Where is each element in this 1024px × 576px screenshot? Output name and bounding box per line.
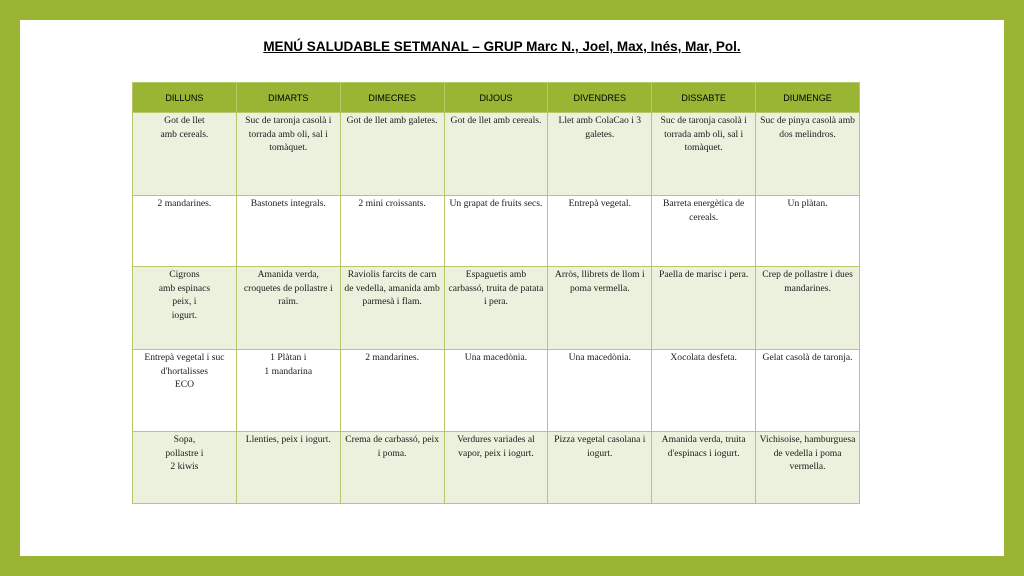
menu-cell: 1 Plàtan i 1 mandarina (236, 350, 340, 432)
menu-cell: Crema de carbassó, peix i poma. (340, 432, 444, 504)
menu-cell: Got de llet amb galetes. (340, 113, 444, 196)
menu-cell: Suc de pinya casolà amb dos melindros. (756, 113, 860, 196)
menu-cell: Got de llet amb cereals. (133, 113, 237, 196)
menu-cell: Llet amb ColaCao i 3 galetes. (548, 113, 652, 196)
day-header-thursday: DIJOUS (444, 83, 548, 113)
menu-cell: Una macedònia. (444, 350, 548, 432)
day-header-monday: DILLUNS (133, 83, 237, 113)
menu-cell: Una macedònia. (548, 350, 652, 432)
menu-cell: Cigrons amb espinacs peix, i iogurt. (133, 267, 237, 350)
menu-cell: Got de llet amb cereals. (444, 113, 548, 196)
day-header-saturday: DISSABTE (652, 83, 756, 113)
menu-cell: Llenties, peix i iogurt. (236, 432, 340, 504)
menu-cell: Verdures variades al vapor, peix i iogurt. (444, 432, 548, 504)
menu-cell: Vichisoise, hamburguesa de vedella i poma vermella. (756, 432, 860, 504)
menu-cell: Suc de taronja casolà i torrada amb oli, sal i tomàquet. (652, 113, 756, 196)
menu-cell: Un grapat de fruits secs. (444, 196, 548, 267)
menu-cell: 2 mandarines. (340, 350, 444, 432)
menu-cell: Crep de pollastre i dues mandarines. (756, 267, 860, 350)
day-header-sunday: DIUMENGE (756, 83, 860, 113)
menu-cell: Arròs, llibrets de llom i poma vermella. (548, 267, 652, 350)
menu-cell: Entrepà vegetal. (548, 196, 652, 267)
table-row (133, 267, 860, 350)
menu-cell: Amanida verda, croquetes de pollastre i raïm. (236, 267, 340, 350)
menu-cell: Espaguetis amb carbassó, truita de patata i pera. (444, 267, 548, 350)
menu-cell: Un plàtan. (756, 196, 860, 267)
day-header-tuesday: DIMARTS (236, 83, 340, 113)
menu-cell: Amanida verda, truita d'espinacs i iogurt. (652, 432, 756, 504)
menu-cell: Sopa, pollastre i 2 kiwis (133, 432, 237, 504)
weekly-menu-table (132, 82, 860, 504)
menu-cell: Paella de marisc i pera. (652, 267, 756, 350)
table-row (133, 196, 860, 267)
table-row (133, 113, 860, 196)
menu-cell: 2 mini croissants. (340, 196, 444, 267)
menu-cell: Suc de taronja casolà i torrada amb oli, sal i tomàquet. (236, 113, 340, 196)
page-title: MENÚ SALUDABLE SETMANAL – GRUP Marc N., Joel, Max, Inés, Mar, Pol. (263, 39, 741, 54)
menu-cell: 2 mandarines. (133, 196, 237, 267)
day-header-friday: DIVENDRES (548, 83, 652, 113)
menu-cell: Barreta energètica de cereals. (652, 196, 756, 267)
menu-cell: Entrepà vegetal i suc d'hortalisses ECO (133, 350, 237, 432)
menu-cell: Raviolis farcits de carn de vedella, amanida amb parmesà i flam. (340, 267, 444, 350)
table-row (133, 350, 860, 432)
menu-cell: Xocolata desfeta. (652, 350, 756, 432)
header-row (133, 83, 860, 113)
table-row (133, 432, 860, 504)
menu-cell: Gelat casolà de taronja. (756, 350, 860, 432)
menu-cell: Pizza vegetal casolana i iogurt. (548, 432, 652, 504)
menu-cell: Bastonets integrals. (236, 196, 340, 267)
day-header-wednesday: DIMECRES (340, 83, 444, 113)
